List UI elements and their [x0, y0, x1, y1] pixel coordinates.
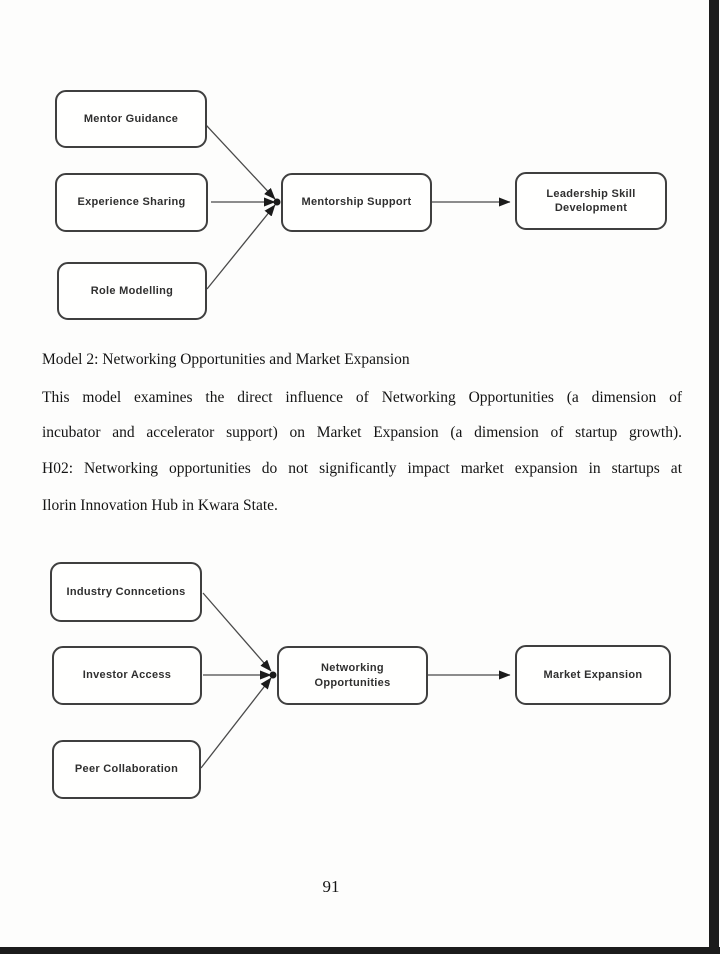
box-label: Networking Opportunities — [314, 662, 391, 689]
box-label: Leadership Skill Development — [546, 187, 636, 214]
diagram2-box-networking-opportunities — [277, 646, 428, 705]
model2-description-line2: incubator and accelerator support) on Market Expansion (a dimension of startup growth). — [42, 424, 682, 441]
arrow-convergence-blob-model1 — [274, 199, 281, 206]
diagram2-box-peer-collaboration — [52, 740, 201, 799]
box-label: Market Expansion — [543, 668, 643, 681]
box-label: Mentorship Support — [301, 196, 412, 209]
box-label: Experience Sharing — [77, 196, 186, 209]
arrow-role-modelling-to-mentorship — [207, 205, 275, 289]
diagram1-box-mentor-guidance — [55, 90, 207, 148]
diagram1-box-role-modelling — [57, 262, 207, 320]
arrow-mentor-guidance-to-mentorship — [206, 125, 275, 199]
box-label: Mentor Guidance — [83, 112, 179, 125]
diagram1-box-leadership-skill-development — [515, 172, 667, 230]
model2-description-line1: This model examines the direct influence of Networking Opportunities (a dimension of — [42, 389, 682, 406]
scan-edge-right — [709, 0, 719, 954]
arrow-peer-to-networking — [201, 678, 271, 768]
hypothesis-h02-line2: Ilorin Innovation Hub in Kwara State. — [42, 497, 278, 514]
box-label: Role Modelling — [90, 284, 174, 297]
page-number: 91 — [322, 877, 340, 896]
arrow-convergence-blob-model2 — [270, 672, 277, 679]
diagram1-box-experience-sharing — [55, 173, 208, 232]
arrow-industry-to-networking — [203, 593, 271, 671]
diagram2-box-investor-access — [52, 646, 202, 705]
box-label: Investor Access — [82, 669, 172, 682]
box-label: Industry Conncetions — [66, 585, 186, 598]
diagram2-box-market-expansion — [515, 645, 671, 705]
hypothesis-h02-line1: H02: Networking opportunities do not significantly impact market expansion in startups at — [42, 460, 682, 477]
diagram1-box-mentorship-support — [281, 173, 432, 232]
box-label: Peer Collaboration — [74, 763, 179, 776]
diagram2-box-industry-connections — [50, 562, 202, 622]
model2-heading: Model 2: Networking Opportunities and Market Expansion — [42, 351, 410, 368]
scan-edge-bottom — [0, 947, 720, 954]
